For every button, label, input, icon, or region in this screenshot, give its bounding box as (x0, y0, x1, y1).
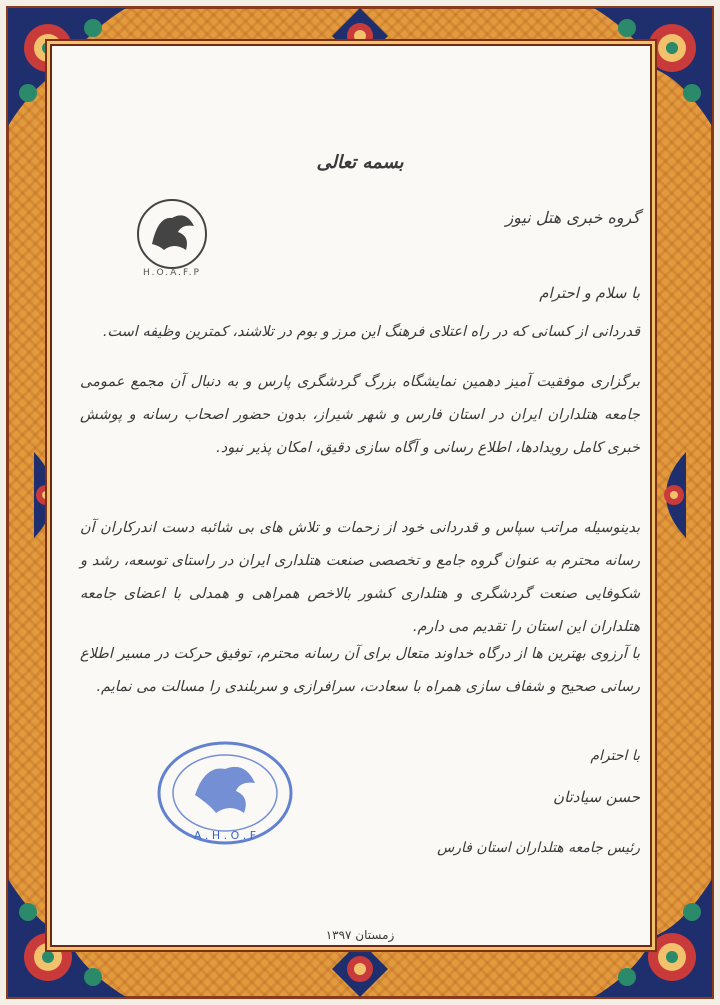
official-stamp (150, 735, 300, 855)
paragraph-4: با آرزوی بهترین ها از درگاه خداوند متعال برای آن رسانه محترم، توفیق حرکت در مسیر اطلاع رسانی صحیح و شفاف سازی همراه با سعادت، سرافرازی و سربلندی را مسالت می نمایم. (80, 646, 640, 695)
signer-role: رئیس جامعه هتلداران استان فارس (437, 840, 640, 856)
stamp-text: A . H . O . F (193, 829, 257, 842)
letter-body (50, 44, 652, 947)
recipient: گروه خبری هتل نیوز (505, 208, 640, 227)
paragraph-3: بدینوسیله مراتب سپاس و قدردانی خود از زحمات و تلاش های بی شائبه دست اندرکاران آن رسانه محترم به عنوان گروه جامع و تخصصی صنعت هتلداری ایران در راستای توسعه، رشد و شکوفایی صنعت گردشگری و هتلداری کشور بالاخص همراهی و همدلی با اعضای جامعه هتلداران این استان را تقدیم می دارم. (80, 520, 640, 635)
paragraph-1: قدردانی از کسانی که در راه اعتلای فرهنگ این مرز و بوم در تلاشند، کمترین وظیفه است. (102, 324, 640, 340)
letter-date: زمستان ۱۳۹۷ (325, 928, 395, 942)
signer-name: حسن سیادتان (553, 788, 640, 806)
paragraph-2: برگزاری موفقیت آمیز دهمین نمایشگاه بزرگ گردشگری پارس و به دنبال آن مجمع عمومی جامعه هتلداران ایران در استان فارس و شهر شیراز، بدون حضور اصحاب رسانه و پوشش خبری کامل رویدادها، اطلاع رسانی و آگاه سازی دقیق، امکان پذیر نبود. (80, 374, 640, 456)
association-logo (134, 196, 210, 272)
letter-heading: بسمه تعالی (316, 152, 404, 173)
bottom-medallion (330, 939, 390, 999)
logo-caption: H.O.A.F.P (143, 268, 201, 278)
closing: با احترام (590, 748, 640, 764)
greeting: با سلام و احترام (539, 284, 640, 302)
